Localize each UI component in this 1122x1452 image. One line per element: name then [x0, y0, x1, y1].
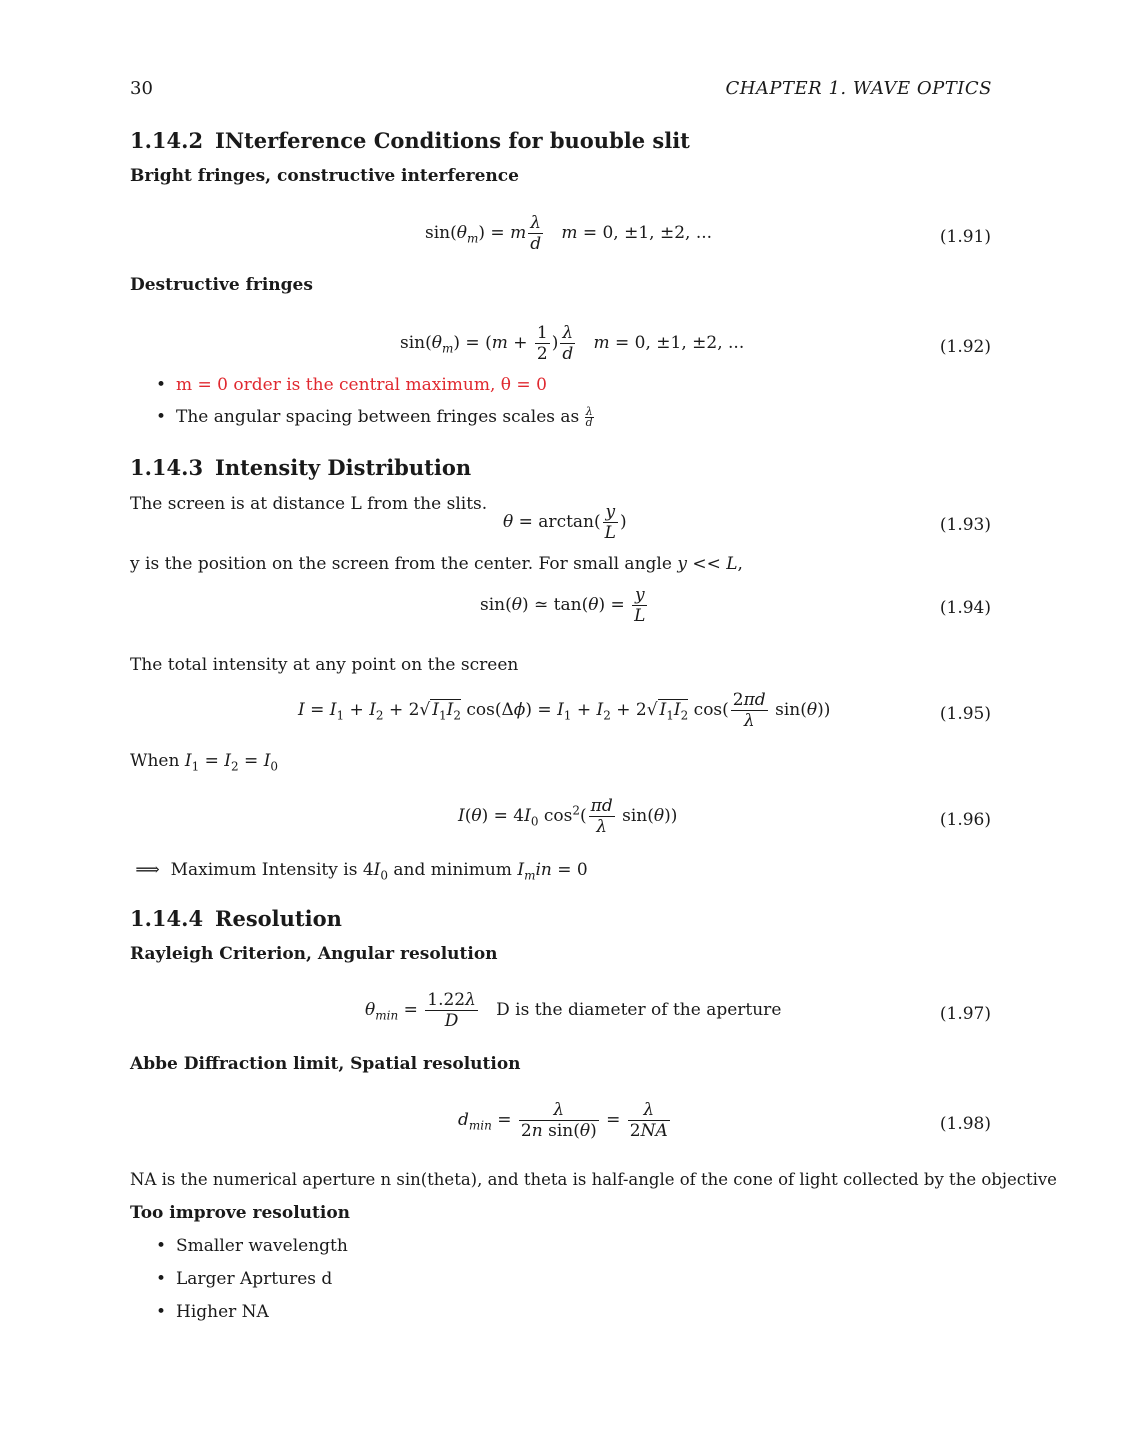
implies-arrow: ⟹ [130, 860, 166, 880]
bullet-angular-spacing: • The angular spacing between fringes scales as $\frac{\lambda}{d}$ [156, 405, 593, 429]
section-heading-1-14-3 [130, 455, 471, 480]
equation-number: (1.92) [939, 337, 991, 357]
section-title: INterference Conditions for buouble slit [215, 128, 690, 153]
section-number: 1.14.2 [130, 128, 204, 153]
running-header: CHAPTER 1. WAVE OPTICS [725, 78, 992, 99]
equation-number: (1.98) [939, 1114, 991, 1134]
section-title: Intensity Distribution [215, 455, 472, 480]
equation-1-91: $\sin(\theta_m) = m$ $\frac{\lambda}{d}$ m = 0, ±1, ±2, ... [425, 213, 713, 254]
section-heading-1-14-4 [130, 906, 342, 931]
equation-number: (1.95) [939, 704, 991, 724]
equation-number: (1.94) [939, 598, 991, 618]
section-number: 1.14.4 [130, 906, 204, 931]
section-number: 1.14.3 [130, 455, 204, 480]
equation-1-96: $I(\theta) = 4I_0$ $\cos^2$( $\frac{\pi d}{\lambda}$ sin(θ)) [458, 796, 678, 837]
abbe-heading: Abbe Diffraction limit, Spatial resolution [130, 1054, 521, 1074]
when-equal-paragraph: When $I_1 = I_2 = I_0$ [130, 751, 279, 774]
list-item: • Smaller wavelength [156, 1236, 348, 1256]
equation-number: (1.97) [939, 1004, 991, 1024]
equation-1-95: $I = I_1 + I_2 + 2√$ $I_1I_2$ $\cos(\Delta\phi) = I_1 + I_2 + 2√$ $I_1I_2$ cos( $\frac{2\pi d}{\lambda}$ sin(θ)) [298, 690, 831, 731]
section-title: Resolution [215, 906, 342, 931]
numerical-aperture-paragraph: NA is the numerical aperture n sin(theta), and theta is half-angle of the cone of light collected by the objective [130, 1170, 1057, 1189]
equation-1-97: $\theta_{min}$ = $\frac{1.22\lambda}{D}$ D is the diameter of the aperture [365, 990, 782, 1031]
lambda-over-d: $\frac{\lambda}{d}$ [585, 405, 593, 429]
equation-1-93: θ = arctan( $\frac{y}{L}$ ) [503, 502, 627, 543]
equation-1-98: $d_{min}$ = $\frac{\lambda}{\text{2n sin(θ)}}$ = $\frac{\lambda}{2NA}$ [458, 1100, 668, 1141]
list-item: • Larger Aprtures d [156, 1269, 333, 1289]
bullet-central-maximum: • m = 0 order is the central maximum, θ = 0 [156, 375, 547, 395]
equation-number: (1.93) [939, 515, 991, 535]
equation-number: (1.91) [939, 227, 991, 247]
equation-1-94: sin(θ) ≃ tan(θ) = $\frac{y}{L}$ [480, 585, 646, 626]
improve-heading: Too improve resolution [130, 1203, 351, 1223]
aperture-note: D is the diameter of the aperture [496, 1000, 782, 1020]
equation-number: (1.96) [939, 810, 991, 830]
intro-paragraph: The screen is at distance L from the slits. [130, 494, 488, 514]
total-intensity-paragraph: The total intensity at any point on the screen [130, 655, 519, 675]
bright-fringes-heading: Bright fringes, constructive interference [130, 166, 519, 186]
section-heading-1-14-2 [130, 128, 690, 153]
page-number: 30 [130, 78, 153, 99]
position-paragraph: y is the position on the screen from the center. For small angle y << L, [130, 554, 743, 574]
destructive-fringes-heading: Destructive fringes [130, 275, 313, 295]
list-item: • Higher NA [156, 1302, 269, 1322]
equation-1-92: $\sin(\theta_m) = (m$ + $\frac{1}{2}$ ) $\frac{\lambda}{d}$ m = 0, ±1, ±2, ... [400, 323, 745, 364]
rayleigh-heading: Rayleigh Criterion, Angular resolution [130, 944, 498, 964]
implies-paragraph: ⟹ Maximum Intensity is $4I_0$ and minimum $I_min = 0$ [130, 860, 588, 883]
